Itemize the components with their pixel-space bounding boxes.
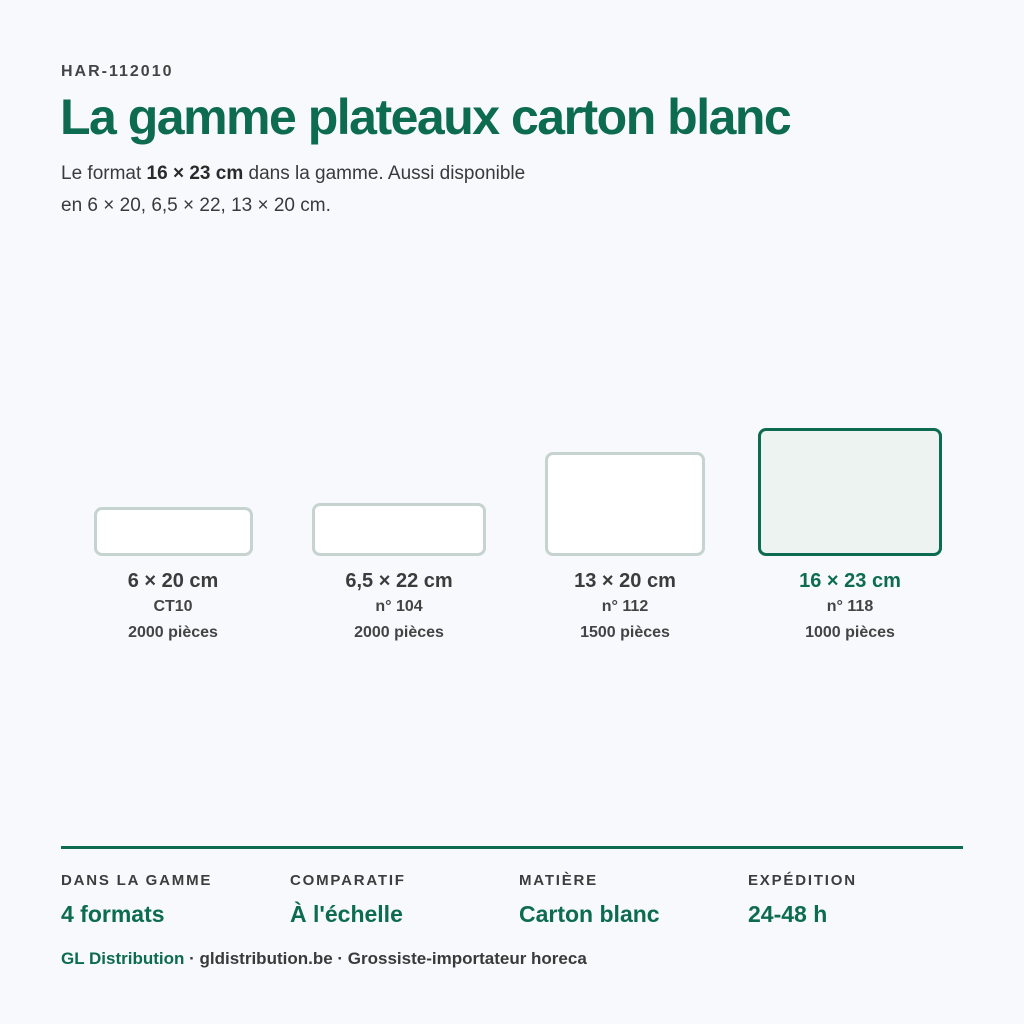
- tray-6x20: [94, 507, 253, 556]
- subtitle-line-2: en 6 × 20, 6,5 × 22, 13 × 20 cm.: [61, 195, 331, 216]
- stat-value: 4 formats: [61, 901, 165, 927]
- subtitle-text-end: dans la gamme. Aussi disponible: [243, 163, 526, 184]
- page-subtitle: [61, 158, 661, 222]
- subtitle-highlight: 16 × 23 cm: [146, 163, 244, 184]
- stat-value: Carton blanc: [519, 901, 660, 927]
- format-qty: 2000 pièces: [128, 624, 218, 641]
- format-qty: 2000 pièces: [354, 624, 444, 641]
- stat-material: [519, 872, 660, 928]
- stat-range: [61, 872, 212, 928]
- footer: [61, 949, 587, 969]
- format-size: 6,5 × 22 cm: [345, 570, 453, 592]
- tray-13x20: [545, 452, 705, 556]
- stat-value: 24-48 h: [748, 901, 828, 927]
- stat-label: EXPÉDITION: [748, 872, 857, 889]
- format-ref: CT10: [153, 598, 193, 615]
- format-ref: n° 112: [601, 598, 649, 615]
- format-caption: [515, 568, 735, 646]
- format-size: 16 × 23 cm: [799, 570, 901, 592]
- stat-label: MATIÈRE: [519, 872, 598, 889]
- format-caption: [289, 568, 509, 646]
- stat-shipping: [748, 872, 857, 928]
- brand-name: GL Distribution: [61, 949, 185, 968]
- format-qty: 1000 pièces: [805, 624, 895, 641]
- tray-6-5x22: [312, 503, 486, 556]
- format-caption: [63, 568, 283, 646]
- stat-label: DANS LA GAMME: [61, 872, 213, 889]
- stat-label: COMPARATIF: [290, 872, 406, 889]
- format-ref: n° 104: [375, 598, 423, 615]
- stat-value: À l'échelle: [290, 901, 403, 927]
- product-sku: HAR-112010: [61, 63, 174, 80]
- format-size: 13 × 20 cm: [574, 570, 676, 592]
- format-ref: n° 118: [826, 598, 874, 615]
- format-qty: 1500 pièces: [580, 624, 670, 641]
- divider: [61, 846, 963, 849]
- format-size: 6 × 20 cm: [127, 570, 219, 592]
- subtitle-text: Le format: [61, 163, 147, 184]
- stat-comparison: [290, 872, 406, 928]
- tray-16x23-selected: [758, 428, 942, 556]
- footer-text: · gldistribution.be · Grossiste-importateur horeca: [184, 949, 587, 968]
- format-caption-selected: [740, 568, 960, 646]
- page-title: La gamme plateaux carton blanc: [60, 89, 791, 145]
